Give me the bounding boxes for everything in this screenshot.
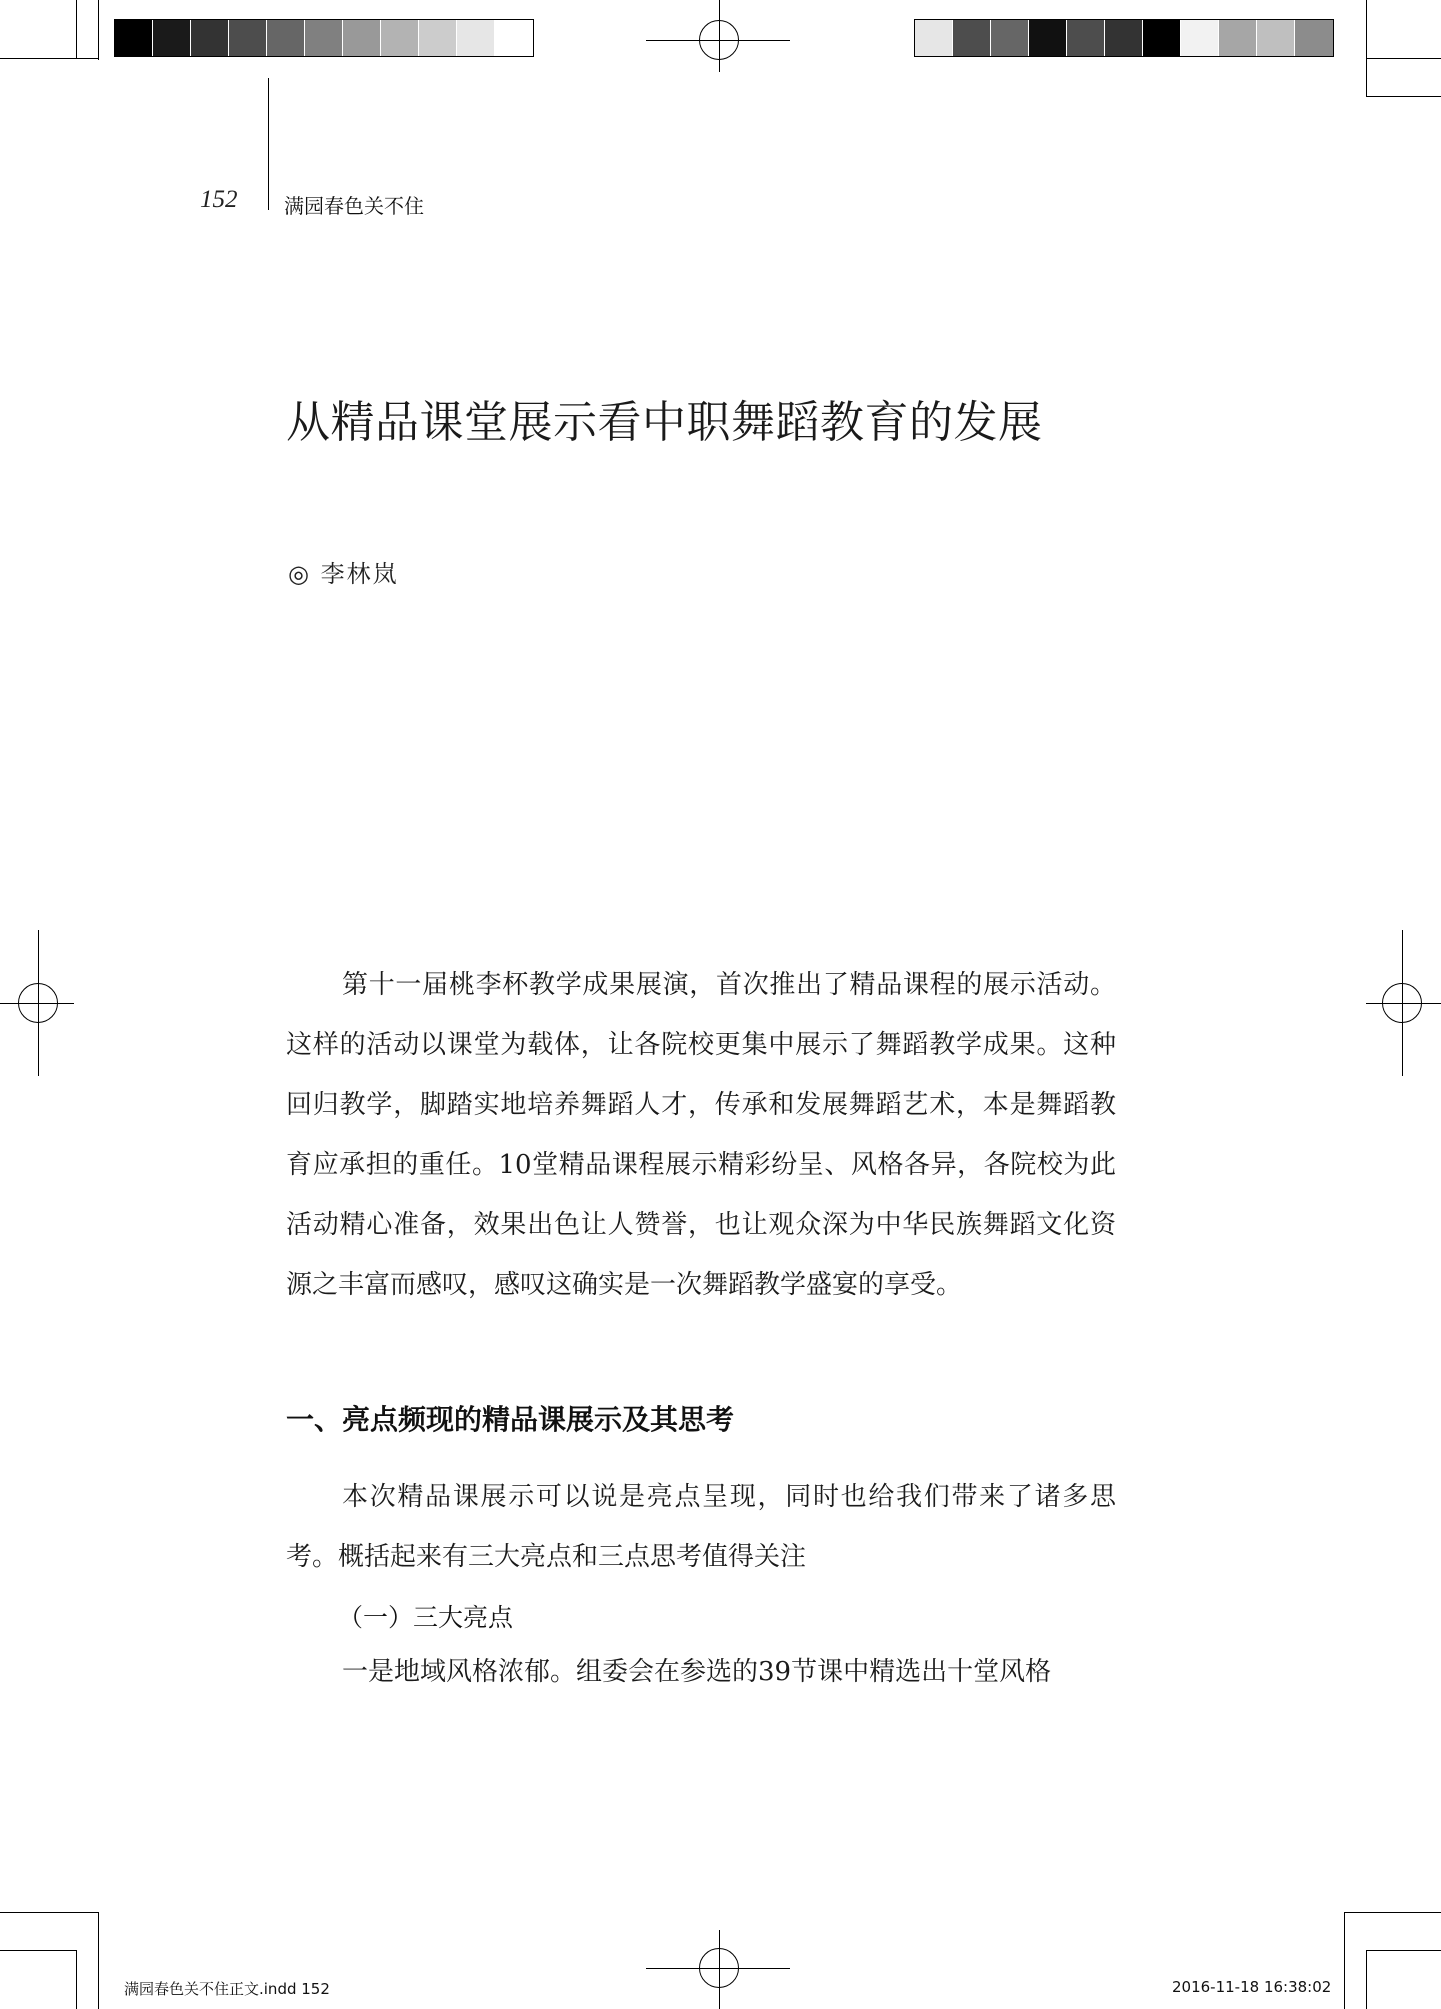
color-swatch [915,20,953,56]
slug-file-info: 满园春色关不住正文.indd 152 [124,1980,330,1998]
crop-mark [1344,1912,1441,1913]
color-swatch [1295,20,1333,56]
crop-mark [1366,0,1367,96]
color-bar-right [914,19,1334,57]
crop-mark [0,1950,76,1951]
color-swatch [267,20,305,56]
crop-mark [1344,1912,1345,2009]
color-swatch [153,20,191,56]
color-swatch [1257,20,1295,56]
sub-heading: （一）三大亮点 [338,1603,514,1632]
color-swatch [1029,20,1067,56]
crop-mark [98,0,99,60]
registration-mark-icon [18,983,58,1023]
section-paragraph: 本次精品课展示可以说是亮点呈现，同时也给我们带来了诸多思考。概括起来有三大亮点和三点思考值得关注 [286,1482,1116,1572]
color-swatch [457,20,495,56]
registration-mark-icon [699,1948,739,1988]
running-head: 满园春色关不住 [284,194,424,218]
crop-mark [1366,96,1441,97]
color-swatch [991,20,1029,56]
color-swatch [1105,20,1143,56]
crop-mark [0,1912,98,1913]
color-swatch [305,20,343,56]
color-swatch [381,20,419,56]
crop-mark [0,58,98,59]
sub-paragraph: 一是地域风格浓郁。组委会在参选的39节课中精选出十堂风格 [342,1657,1052,1687]
intro-paragraph: 第十一届桃李杯教学成果展演，首次推出了精品课程的展示活动。这样的活动以课堂为载体，让各院校更集中展示了舞蹈教学成果。这种回归教学，脚踏实地培养舞蹈人才，传承和发展舞蹈艺术，本是舞蹈教育应承担的重任。10堂精品课程展示精彩纷呈、风格各异，各院校为此活动精心准备，效果出色让人赞誉，也让观众深为中华民族舞蹈文化资源之丰富而感叹，感叹这确实是一次舞蹈教学盛宴的享受。 [286,970,1116,1300]
section-heading: 一、亮点频现的精品课展示及其思考 [286,1403,735,1436]
slug-timestamp: 2016-11-18 16:38:02 [1172,1978,1332,1996]
color-swatch [191,20,229,56]
color-swatch [1219,20,1257,56]
registration-mark-icon [1382,983,1422,1023]
color-swatch [343,20,381,56]
color-bar-left [114,19,534,57]
crop-mark [76,1950,77,2009]
crop-mark [1366,58,1441,59]
crop-mark [1366,1950,1367,2009]
header-divider [268,78,269,210]
color-swatch [419,20,457,56]
crop-mark [76,0,77,58]
color-swatch [1181,20,1219,56]
page-number: 152 [200,186,238,213]
color-swatch [1067,20,1105,56]
crop-mark [98,1912,99,2009]
article-author: ◎ 李林岚 [288,560,399,588]
color-swatch [953,20,991,56]
registration-mark-icon [699,20,739,60]
color-swatch [229,20,267,56]
color-swatch [1143,20,1181,56]
color-swatch [115,20,153,56]
crop-mark [1366,1950,1441,1951]
article-title: 从精品课堂展示看中职舞蹈教育的发展 [286,397,1043,448]
color-swatch [495,20,533,56]
